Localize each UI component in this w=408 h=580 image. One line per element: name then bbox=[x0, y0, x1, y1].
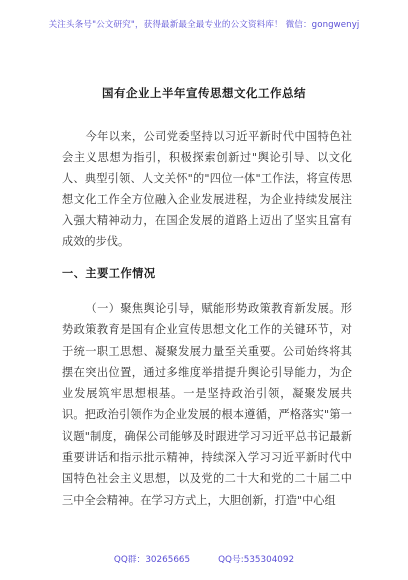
promo-banner: 关注头条号"公文研究"，获得最新最全最专业的公文资料库！ 微信：gongwenyj bbox=[48, 20, 360, 30]
section-heading: 一、主要工作情况 bbox=[62, 266, 156, 280]
intro-paragraph: 今年以来，公司党委坚持以习近平新时代中国特色社会主义思想为指引，积极探索创新过"舆论引导、以文化人、典型引领、人文关怀"的"四位一体"工作法，将宣传思想文化工作全方位融入企业发展进程，为企业持续发展注入强大精神动力，在国企发展的道路上迈出了坚实且富有成效的步伐。 bbox=[62, 130, 352, 248]
qq-number-text: QQ号:535304092 bbox=[218, 555, 295, 565]
qq-group-text: QQ群：30265665 bbox=[113, 555, 191, 565]
footer-contact bbox=[0, 552, 408, 565]
document-title: 国有企业上半年宣传思想文化工作总结 bbox=[102, 86, 306, 100]
section-paragraph: （一）聚焦舆论引导，赋能形势政策教育新发展。形势政策教育是国有企业宣传思想文化工作的关键环节，对于统一职工思想、凝聚发展力量至关重要。公司始终将其摆在突出位置，通过多维度举措提升舆论引导能力，为企业发展筑牢思想根基。一是坚持政治引领，凝聚发展共识。把政治引领作为企业发展的根本遵循，严格落实"第一议题"制度，确保公司能够及时跟进学习习近平总书记最新重要讲话和指示批示精神，持续深入学习习近平新时代中国特色社会主义思想，以及党的二十大和党的二十届二中三中全会精神。在学习方式上，大胆创新，打造"中心组 bbox=[62, 302, 352, 507]
